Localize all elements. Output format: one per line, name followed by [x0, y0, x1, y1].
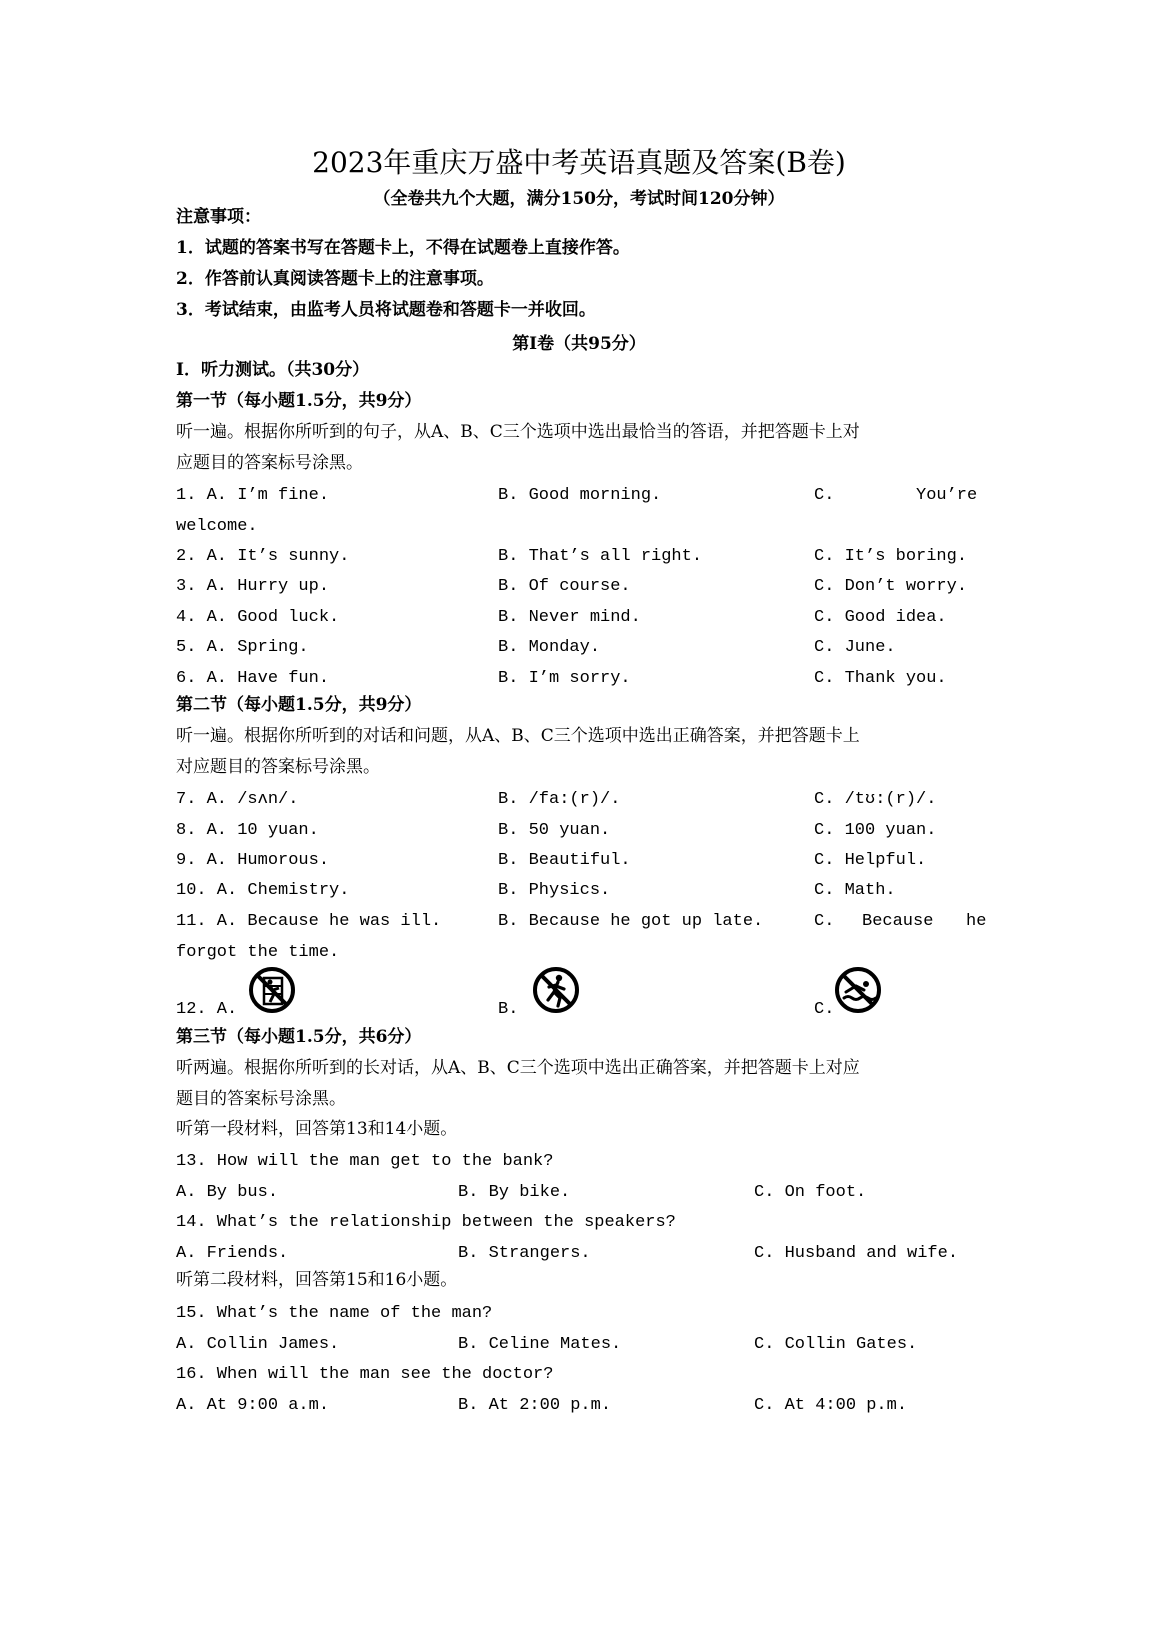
section-heading: 第二节（每小题1.5分，共9分）: [176, 695, 422, 715]
option-a: 7. A. /sʌn/.: [176, 790, 299, 809]
wrapped-text: welcome.: [176, 517, 258, 536]
volume-heading: 第Ⅰ卷（共95分）: [512, 334, 646, 354]
no-swimming-icon: [834, 966, 882, 1014]
option-c-text: You’re: [916, 486, 978, 505]
option-c: C. Thank you.: [814, 669, 947, 688]
option-c: C.: [814, 486, 835, 505]
note-item: 2．作答前认真阅读答题卡上的注意事项。: [176, 269, 494, 289]
option-b: B. Physics.: [498, 881, 611, 900]
question-text: 13. How will the man get to the bank?: [176, 1152, 554, 1171]
option-b: B. Strangers.: [458, 1244, 591, 1263]
option-a: 6. A. Have fun.: [176, 669, 330, 688]
exam-info: （全卷共九个大题，满分150分，考试时间120分钟）: [373, 189, 785, 209]
option-b: B. 50 yuan.: [498, 821, 611, 840]
option-c: C.: [814, 1000, 835, 1019]
option-a: 11. A. Because he was ill.: [176, 912, 442, 931]
part-heading: Ⅰ．听力测试。（共30分）: [176, 360, 370, 380]
option-c: C. Husband and wife.: [754, 1244, 959, 1263]
option-a: A. Collin James.: [176, 1335, 340, 1354]
option-c: C. Helpful.: [814, 851, 927, 870]
option-a: A. Friends.: [176, 1244, 289, 1263]
option-b: B. Beautiful.: [498, 851, 631, 870]
option-c: C. Don’t worry.: [814, 577, 968, 596]
wrapped-text: forgot the time.: [176, 943, 340, 962]
option-a: 12. A.: [176, 1000, 238, 1019]
note-item: 3．考试结束，由监考人员将试题卷和答题卡一并收回。: [176, 300, 596, 320]
option-a: A. By bus.: [176, 1183, 279, 1202]
option-a: 2. A. It’s sunny.: [176, 547, 350, 566]
option-b: B. I’m sorry.: [498, 669, 631, 688]
option-a: 1. A. I’m fine.: [176, 486, 330, 505]
instructions: 对应题目的答案标号涂黑。: [176, 757, 380, 777]
option-c: C. June.: [814, 638, 896, 657]
option-c: C. Collin Gates.: [754, 1335, 918, 1354]
option-b: B. Of course.: [498, 577, 631, 596]
instructions: 听一遍。根据你所听到的对话和问题，从A、B、C三个选项中选出正确答案，并把答题卡上: [176, 726, 860, 746]
notes-heading: 注意事项：: [176, 207, 261, 227]
section-heading: 第三节（每小题1.5分，共6分）: [176, 1027, 422, 1047]
instructions: 听一遍。根据你所听到的句子，从A、B、C三个选项中选出最恰当的答语，并把答题卡上对: [176, 422, 860, 442]
option-b: B. By bike.: [458, 1183, 571, 1202]
question-text: 14. What’s the relationship between the speakers?: [176, 1213, 676, 1232]
option-c: C. On foot.: [754, 1183, 867, 1202]
option-a: 3. A. Hurry up.: [176, 577, 330, 596]
no-running-icon: [532, 966, 580, 1014]
instructions: 题目的答案标号涂黑。: [176, 1089, 346, 1109]
option-a: 5. A. Spring.: [176, 638, 309, 657]
option-b: B. At 2:00 p.m.: [458, 1396, 612, 1415]
option-b: B. Good morning.: [498, 486, 662, 505]
no-climbing-icon: [248, 966, 296, 1014]
option-a: 10. A. Chemistry.: [176, 881, 350, 900]
page-title: 2023年重庆万盛中考英语真题及答案(B卷): [312, 146, 846, 179]
material-note: 听第一段材料，回答第13和14小题。: [176, 1119, 458, 1139]
option-a: A. At 9:00 a.m.: [176, 1396, 330, 1415]
option-b: B.: [498, 1000, 519, 1019]
option-b: B. Never mind.: [498, 608, 641, 627]
section-heading: 第一节（每小题1.5分，共9分）: [176, 391, 422, 411]
option-a: 4. A. Good luck.: [176, 608, 340, 627]
question-text: 16. When will the man see the doctor?: [176, 1365, 554, 1384]
option-b: B. Monday.: [498, 638, 601, 657]
option-b: B. Celine Mates.: [458, 1335, 622, 1354]
instructions: 听两遍。根据你所听到的长对话，从A、B、C三个选项中选出正确答案，并把答题卡上对应: [176, 1058, 860, 1078]
option-a: 8. A. 10 yuan.: [176, 821, 319, 840]
option-c-text: he: [966, 912, 987, 931]
option-b: B. /fa:(r)/.: [498, 790, 621, 809]
note-item: 1．试题的答案书写在答题卡上，不得在试题卷上直接作答。: [176, 238, 630, 258]
instructions: 应题目的答案标号涂黑。: [176, 453, 363, 473]
option-c: C. Good idea.: [814, 608, 947, 627]
option-a: 9. A. Humorous.: [176, 851, 330, 870]
option-c: C. 100 yuan.: [814, 821, 937, 840]
option-b: B. That’s all right.: [498, 547, 703, 566]
material-note: 听第二段材料，回答第15和16小题。: [176, 1270, 458, 1290]
option-b: B. Because he got up late.: [498, 912, 764, 931]
option-c-text: Because: [862, 912, 934, 931]
option-c: C. /tʊ:(r)/.: [814, 790, 937, 809]
option-c: C. At 4:00 p.m.: [754, 1396, 908, 1415]
option-c: C.: [814, 912, 835, 931]
option-c: C. It’s boring.: [814, 547, 968, 566]
option-c: C. Math.: [814, 881, 896, 900]
question-text: 15. What’s the name of the man?: [176, 1304, 493, 1323]
